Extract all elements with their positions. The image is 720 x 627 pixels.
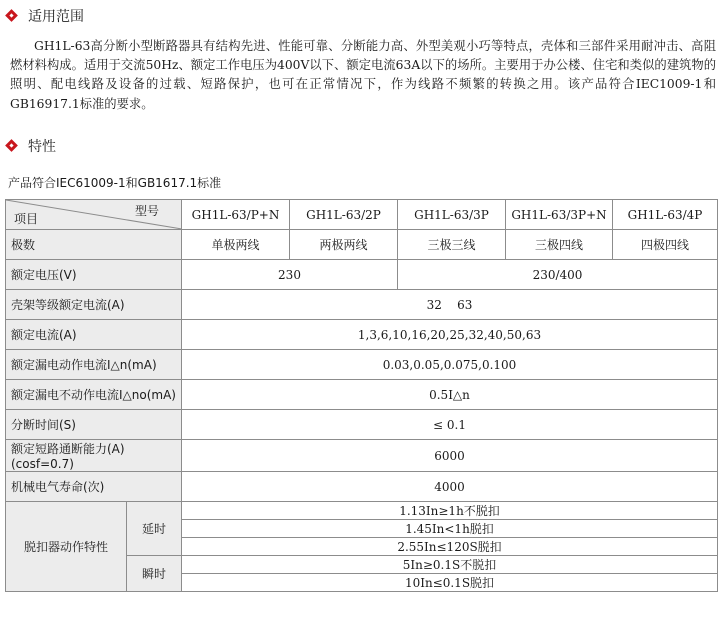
cell-value: 1,3,6,10,16,20,25,32,40,50,63 bbox=[182, 320, 718, 350]
cell-value: 5In≥0.1S不脱扣 bbox=[182, 556, 718, 574]
row-label: 壳架等级额定电流(A) bbox=[6, 290, 182, 320]
cell-value: 0.5I△n bbox=[182, 380, 718, 410]
cell-value: 1.13In≥1h不脱扣 bbox=[182, 502, 718, 520]
table-row bbox=[6, 260, 718, 290]
cell-value: 四极四线 bbox=[613, 230, 718, 260]
trip-characteristic-label: 脱扣器动作特性 bbox=[6, 502, 127, 592]
scope-paragraph: GH1L-63高分断小型断路器具有结构先进、性能可靠、分断能力高、外型美观小巧等特点，壳体和三部件采用耐冲击、高阻燃材料构成。适用于交流50Hz、额定工作电压为400V以下、额定电流63A以下的场所。主要用于办公楼、住宅和类似的建筑物的照明、配电线路及设备的过载、短路保护，也可在正常情况下，作为线路不频繁的转换之用。该产品符合IEC1009-1和GB16917.1标准的要求。 bbox=[10, 39, 716, 111]
cell-value: 1.45In<1h脱扣 bbox=[182, 520, 718, 538]
table-row bbox=[6, 502, 718, 520]
cell-value: 230 bbox=[182, 260, 398, 290]
model-header: GH1L-63/4P bbox=[613, 200, 718, 230]
model-header: GH1L-63/3P+N bbox=[506, 200, 613, 230]
table-row bbox=[6, 440, 718, 472]
row-label: 额定漏电不动作电流I△no(mA) bbox=[6, 380, 182, 410]
standard-note: 产品符合IEC61009-1和GB1617.1标准 bbox=[8, 176, 222, 190]
instant-label: 瞬时 bbox=[127, 556, 182, 592]
cell-value: 32 63 bbox=[182, 290, 718, 320]
corner-label-item: 项目 bbox=[14, 212, 39, 226]
cell-value: 230/400 bbox=[398, 260, 718, 290]
cell-value: 三极四线 bbox=[506, 230, 613, 260]
table-row bbox=[6, 320, 718, 350]
spec-table bbox=[5, 199, 718, 592]
cell-value: 10In≤0.1S脱扣 bbox=[182, 574, 718, 592]
cell-value: 2.55In≤120S脱扣 bbox=[182, 538, 718, 556]
row-label: 额定电压(V) bbox=[6, 260, 182, 290]
model-header: GH1L-63/2P bbox=[290, 200, 398, 230]
cell-value: 6000 bbox=[182, 440, 718, 472]
row-label: 极数 bbox=[6, 230, 182, 260]
model-header: GH1L-63/3P bbox=[398, 200, 506, 230]
row-label: 额定漏电动作电流I△n(mA) bbox=[6, 350, 182, 380]
diamond-bullet-icon bbox=[6, 140, 18, 152]
corner-label-model: 型号 bbox=[134, 204, 159, 218]
table-row bbox=[6, 380, 718, 410]
section-header-features bbox=[6, 135, 56, 157]
model-header: GH1L-63/P+N bbox=[182, 200, 290, 230]
cell-value: ≤ 0.1 bbox=[182, 410, 718, 440]
table-row bbox=[6, 200, 718, 230]
cell-value: 4000 bbox=[182, 472, 718, 502]
header-corner-cell bbox=[6, 200, 182, 230]
table-row bbox=[6, 290, 718, 320]
row-label: 机械电气寿命(次) bbox=[6, 472, 182, 502]
cell-value: 三极三线 bbox=[398, 230, 506, 260]
section-title-features: 特性 bbox=[28, 139, 56, 155]
table-row bbox=[6, 230, 718, 260]
row-label: 额定电流(A) bbox=[6, 320, 182, 350]
row-label: 分断时间(S) bbox=[6, 410, 182, 440]
row-label: 额定短路通断能力(A)(cosf=0.7) bbox=[6, 440, 182, 472]
section-title-scope: 适用范围 bbox=[28, 9, 84, 25]
table-row bbox=[6, 410, 718, 440]
section-header-scope bbox=[6, 5, 84, 27]
delay-label: 延时 bbox=[127, 502, 182, 556]
table-row bbox=[6, 472, 718, 502]
diamond-bullet-icon bbox=[6, 10, 18, 22]
cell-value: 两极两线 bbox=[290, 230, 398, 260]
table-row bbox=[6, 350, 718, 380]
cell-value: 0.03,0.05,0.075,0.100 bbox=[182, 350, 718, 380]
cell-value: 单极两线 bbox=[182, 230, 290, 260]
